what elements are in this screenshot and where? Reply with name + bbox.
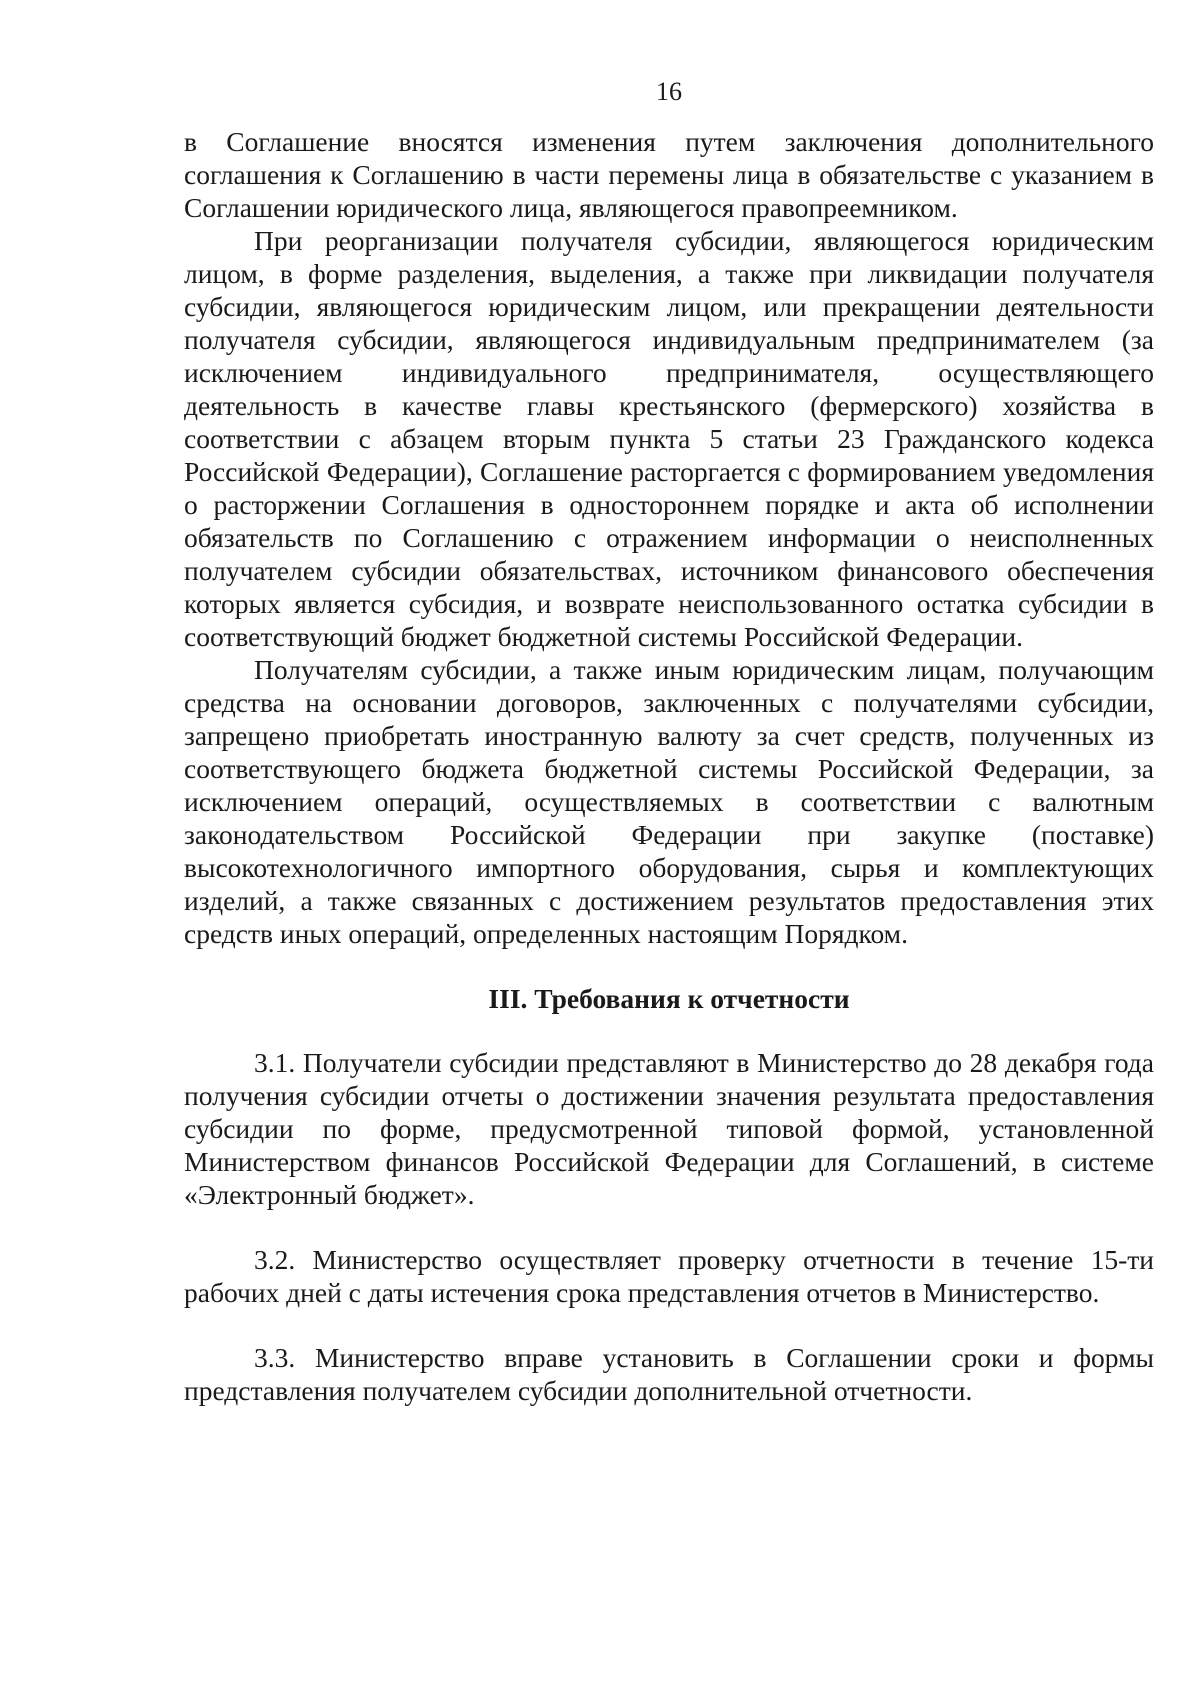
paragraph-reorganization: При реорганизации получателя субсидии, являющегося юридическим лицом, в форме разделения, выделения, а также при ликвидации получателя субсидии, являющегося юридическим лицом, или прекращении деятельности получателя субсидии, являющегося индивидуальным предпринимателем (за исключением индивидуального предпринимателя, осуществляющего деятельность в качестве главы крестьянского (фермерского) хозяйства в соответствии с абзацем вторым пункта 5 статьи 23 Гражданского кодекса Российской Федерации), Соглашение расторгается с формированием уведомления о расторжении Соглашения в одностороннем порядке и акта об исполнении обязательств по Соглашению с отражением информации о неисполненных получателем субсидии обязательствах, источником финансового обеспечения которых является субсидия, и возврате неиспользованного остатка субсидии в соответствующий бюджет бюджетной системы Российской Федерации. [184, 225, 1154, 652]
paragraph-currency-restriction: Получателям субсидии, а также иным юридическим лицам, получающим средства на основании договоров, заключенных с получателями субсидии, запрещено приобретать иностранную валюту за счет средств, полученных из соответствующего бюджета бюджетной системы Российской Федерации, за исключением операций, осуществляемых в соответствии с валютным законодательством Российской Федерации при закупке (поставке) высокотехнологичного импортного оборудования, сырья и комплектующих изделий, а также связанных с достижением результатов предоставления этих средств иных операций, определенных настоящим Порядком. [184, 654, 1154, 949]
paragraph-continuation: в Соглашение вносятся изменения путем заключения дополнительного соглашения к Соглашению в части перемены лица в обязательстве с указанием в Соглашении юридического лица, являющегося правопреемником. [184, 126, 1154, 223]
paragraph-3-1: 3.1. Получатели субсидии представляют в Министерство до 28 декабря года получения субсидии отчеты о достижении значения результата предоставления субсидии по форме, предусмотренной типовой формой, установленной Министерством финансов Российской Федерации для Соглашений, в системе «Электронный бюджет». [184, 1047, 1154, 1210]
page-number: 16 [656, 77, 682, 106]
document-body [184, 125, 1154, 1407]
section-title: III. Требования к отчетности [488, 983, 850, 1014]
paragraph-3-2: 3.2. Министерство осуществляет проверку отчетности в течение 15-ти рабочих дней с даты истечения срока представления отчетов в Министерство. [184, 1244, 1154, 1308]
paragraph-3-3: 3.3. Министерство вправе установить в Соглашении сроки и формы представления получателем субсидии дополнительной отчетности. [184, 1342, 1154, 1406]
